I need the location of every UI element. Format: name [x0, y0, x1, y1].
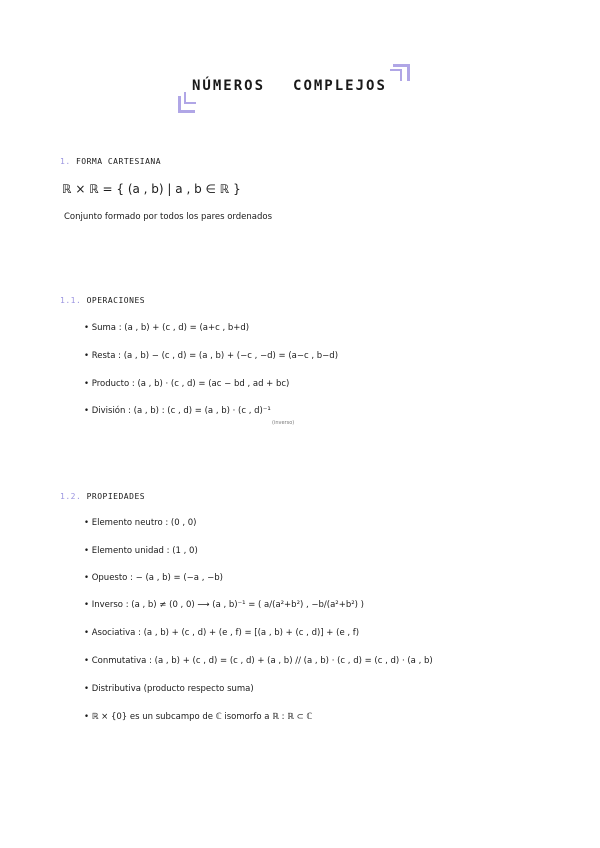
division-note: (inverso)	[272, 420, 295, 426]
section-heading-text: FORMA CARTESIANA	[75, 157, 162, 166]
section-number: 1.	[60, 157, 71, 166]
section-heading-operaciones	[60, 296, 145, 305]
section-number: 1.2.	[60, 492, 82, 501]
list-item: • Resta : (a , b) − (c , d) = (a , b) + (−c , −d) = (a−c , b−d)	[84, 351, 339, 361]
list-item: • Asociativa : (a , b) + (c , d) + (e , f) = [(a , b) + (c , d)] + (e , f)	[84, 628, 360, 638]
list-item: • Producto : (a , b) · (c , d) = (ac − bd , ad + bc)	[84, 379, 290, 389]
list-item: • Conmutativa : (a , b) + (c , d) = (c , d) + (a , b) // (a , b) · (c , d) = (c , d) · (a , b)	[84, 656, 433, 666]
title-word-1: NÚMEROS	[192, 78, 266, 94]
list-item: • Distributiva (producto respecto suma)	[84, 684, 254, 694]
section-number: 1.1.	[60, 296, 82, 305]
list-item: • Elemento neutro : (0 , 0)	[84, 518, 197, 528]
section-heading-text: OPERACIONES	[86, 296, 146, 305]
list-item: • Opuesto : − (a , b) = (−a , −b)	[84, 573, 223, 583]
list-item: • Inverso : (a , b) ≠ (0 , 0) ⟶ (a , b)⁻¹ = ( a/(a²+b²) , −b/(a²+b²) )	[84, 600, 364, 610]
title-bracket-top-right-inner	[390, 69, 402, 81]
list-item: • ℝ × {0} es un subcampo de ℂ isomorfo a ℝ : ℝ ⊂ ℂ	[84, 712, 313, 722]
section-heading-forma-cartesiana	[60, 157, 161, 166]
section-heading-text: PROPIEDADES	[86, 492, 146, 501]
set-description: Conjunto formado por todos los pares ordenados	[64, 212, 273, 222]
list-item: • División : (a , b) : (c , d) = (a , b) · (c , d)⁻¹	[84, 406, 271, 416]
page-title	[192, 78, 387, 94]
set-definition: ℝ × ℝ = { (a , b) | a , b ∈ ℝ }	[62, 182, 241, 196]
list-item: • Suma : (a , b) + (c , d) = (a+c , b+d)	[84, 323, 250, 333]
section-heading-propiedades	[60, 492, 145, 501]
list-item: • Elemento unidad : (1 , 0)	[84, 546, 198, 556]
title-word-2: COMPLEJOS	[293, 78, 387, 94]
